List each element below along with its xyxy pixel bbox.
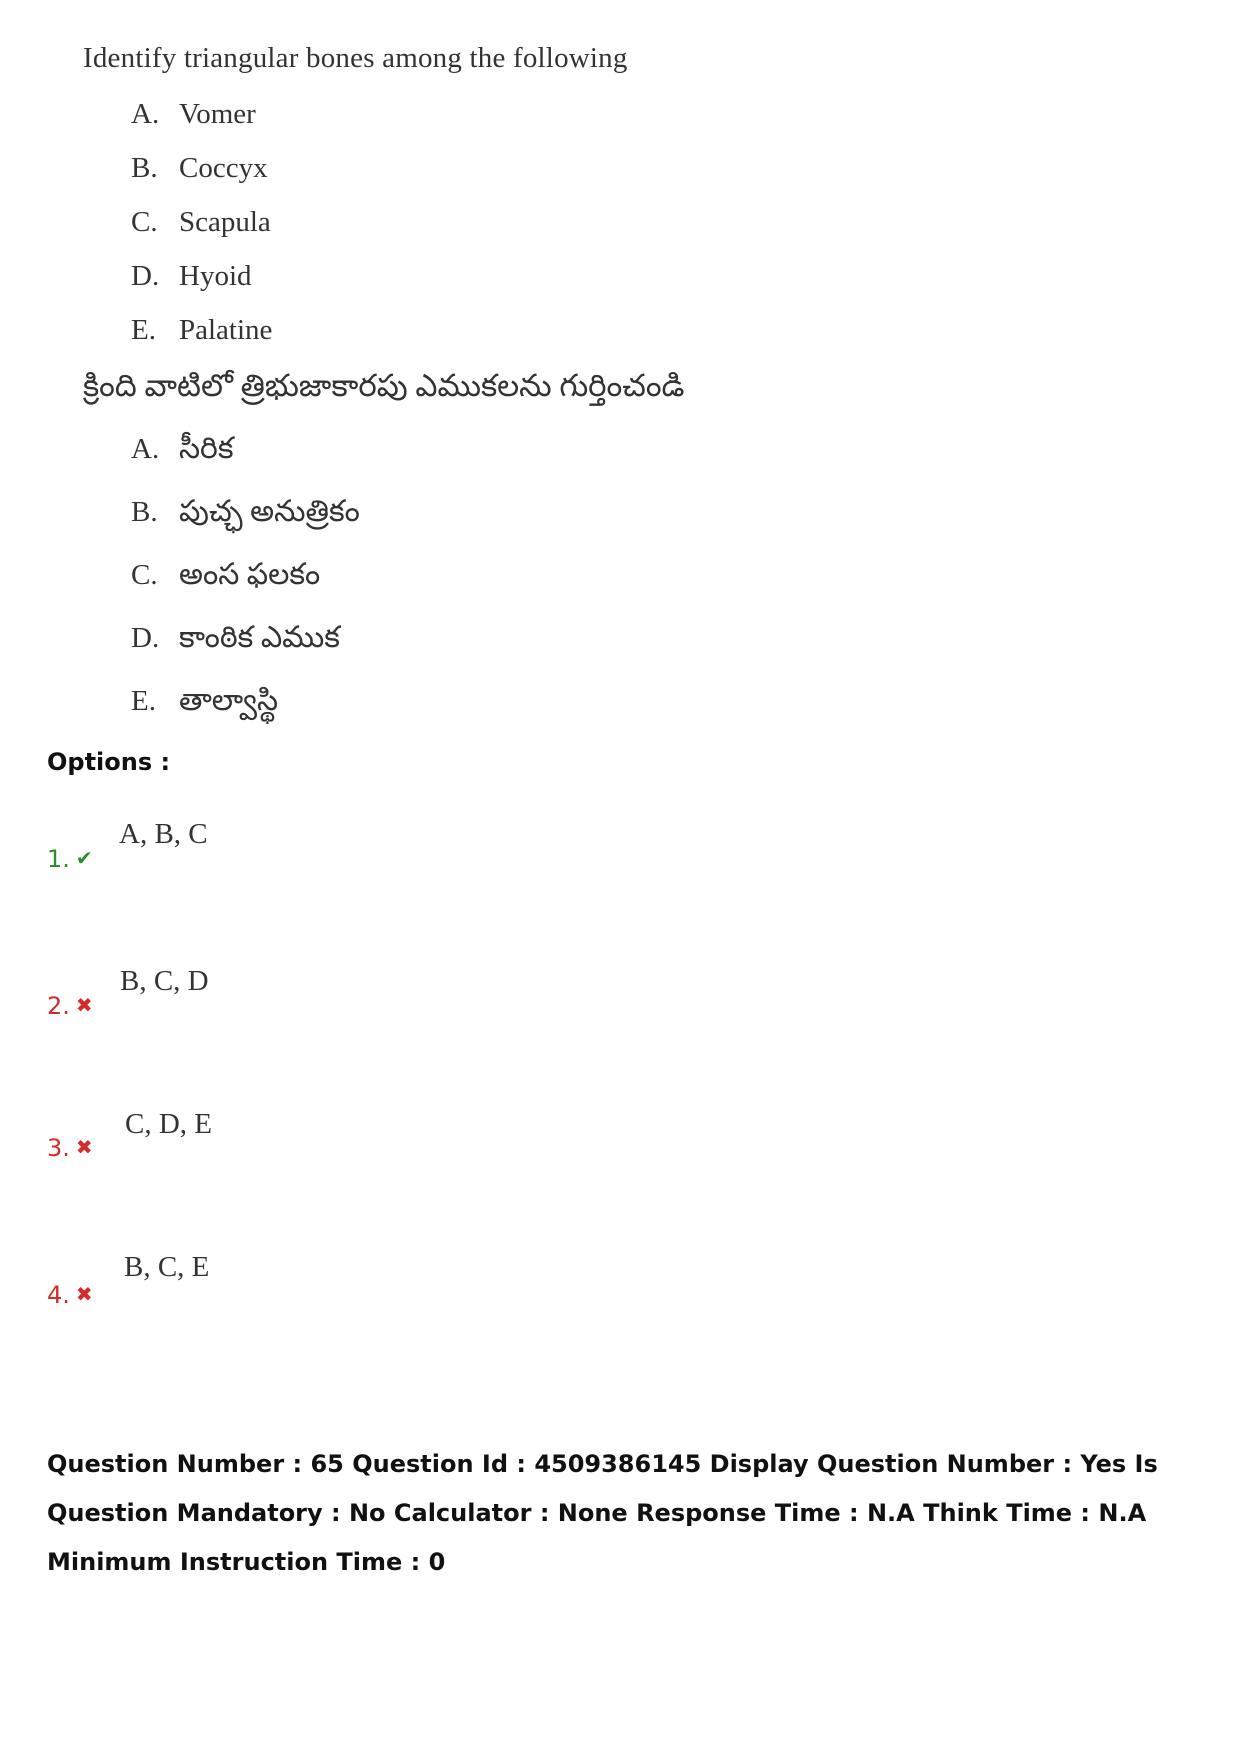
check-icon: ✔ [75,846,93,870]
question-item-c-telugu [131,558,320,599]
question-item-b-telugu [131,495,360,536]
option-3-text: C, D, E [125,1108,212,1140]
item-text: Coccyx [179,152,268,184]
options-label: Options : [47,748,171,776]
item-text: సీరిక [179,432,234,465]
item-letter: C. [131,206,158,238]
item-letter: D. [131,260,160,292]
option-2-text: B, C, D [120,965,209,997]
question-item-e [131,314,272,347]
option-number: 4. [47,1281,70,1309]
option-3-number [47,1134,93,1162]
question-metadata: Question Number : 65 Question Id : 4509386145 Display Question Number : Yes Is Question Mandatory : No Calculator : None Response Time : N.A Think Time : N.A Minimum Instruction Time : 0 [47,1450,1158,1576]
option-4-number [47,1281,93,1309]
question-item-d [131,260,252,293]
item-letter: E. [131,314,156,346]
item-letter: A. [131,433,160,465]
item-text: Hyoid [179,260,252,292]
item-letter: D. [131,622,160,654]
item-text: అంస ఫలకం [179,558,321,591]
question-item-a-telugu [131,432,234,473]
item-letter: E. [131,685,156,717]
question-item-d-telugu [131,621,340,662]
question-item-c [131,206,271,239]
question-item-e-telugu [131,684,278,725]
item-letter: C. [131,559,158,591]
item-text: Palatine [179,314,273,346]
question-text-english: Identify triangular bones among the following [83,42,628,74]
item-letter: B. [131,152,158,184]
item-text: Scapula [179,206,271,238]
item-text: తాల్వాస్థి [179,684,278,717]
item-text: పుచ్ఛ అనుత్రికం [179,495,360,528]
option-1-number [47,845,93,873]
question-item-b [131,152,268,185]
item-letter: B. [131,496,158,528]
cross-icon: ✖ [75,1282,93,1306]
question-item-a [131,98,256,131]
cross-icon: ✖ [75,993,93,1017]
option-number: 1. [47,845,70,873]
item-letter: A. [131,98,160,130]
option-number: 3. [47,1134,70,1162]
cross-icon: ✖ [75,1135,93,1159]
item-text: Vomer [179,98,256,130]
option-2-number [47,992,93,1020]
item-text: కాంఠిక ఎముక [179,621,340,654]
option-number: 2. [47,992,70,1020]
option-4-text: B, C, E [124,1251,210,1283]
option-1-text: A, B, C [119,818,208,850]
question-text-telugu: క్రింది వాటిలో త్రిభుజాకారపు ఎముకలను గుర్తించండి [83,368,685,403]
